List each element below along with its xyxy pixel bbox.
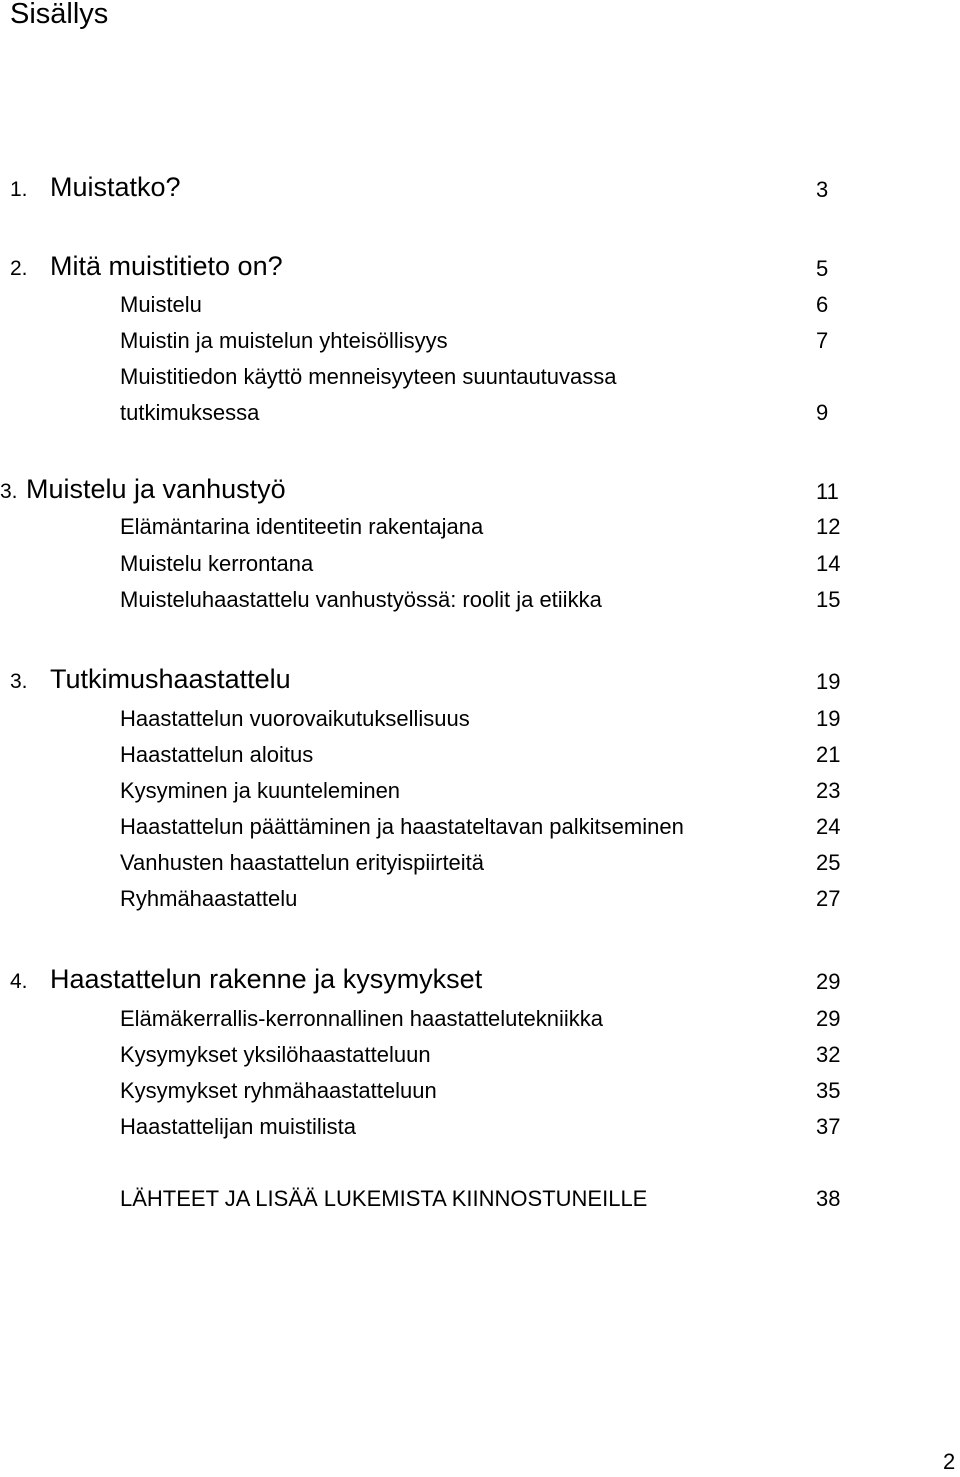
chapter-number: 3.	[0, 480, 18, 503]
section-title[interactable]: Muisteluhaastattelu vanhustyössä: roolit ja etiikka	[120, 587, 602, 612]
section-title-line1[interactable]: Muistitiedon käyttö menneisyyteen suuntautuvassa	[120, 364, 617, 389]
references-title[interactable]: LÄHTEET JA LISÄÄ LUKEMISTA KIINNOSTUNEILLE	[120, 1186, 648, 1211]
chapter-title[interactable]: Muistatko?	[50, 172, 181, 202]
section-page: 19	[816, 706, 841, 731]
chapter-number: 1.	[10, 178, 28, 201]
chapter-page: 11	[816, 479, 839, 504]
chapter-title[interactable]: Mitä muistitieto on?	[50, 251, 283, 281]
section-page: 32	[816, 1042, 841, 1067]
page-number: 2	[943, 1449, 956, 1474]
section-title[interactable]: Muistin ja muistelun yhteisöllisyys	[120, 328, 448, 353]
chapter-title[interactable]: Muistelu ja vanhustyö	[26, 474, 286, 504]
chapter-title[interactable]: Tutkimushaastattelu	[50, 664, 291, 694]
chapter-number: 4.	[10, 970, 28, 993]
section-page: 35	[816, 1078, 841, 1103]
section-page: 37	[816, 1114, 841, 1139]
section-page: 7	[816, 328, 829, 353]
section-title[interactable]: Ryhmähaastattelu	[120, 886, 298, 911]
section-page: 14	[816, 551, 841, 576]
section-title[interactable]: Vanhusten haastattelun erityispiirteitä	[120, 850, 485, 875]
section-page: 24	[816, 814, 841, 839]
section-page: 21	[816, 742, 841, 767]
section-title[interactable]: Elämäkerrallis-kerronnallinen haastattelutekniikka	[120, 1006, 604, 1031]
section-page: 12	[816, 514, 841, 539]
section-page: 25	[816, 850, 841, 875]
section-page: 15	[816, 587, 841, 612]
section-title[interactable]: Muistelu kerrontana	[120, 551, 314, 576]
section-title[interactable]: Elämäntarina identiteetin rakentajana	[120, 514, 484, 539]
section-title[interactable]: Kysymykset yksilöhaastatteluun	[120, 1042, 431, 1067]
section-title[interactable]: Muistelu	[120, 292, 202, 317]
section-page: 9	[816, 400, 829, 425]
section-title[interactable]: Haastattelun päättäminen ja haastateltavan palkitseminen	[120, 814, 684, 839]
chapter-number: 3.	[10, 670, 28, 693]
chapter-page: 29	[816, 969, 841, 994]
section-page: 29	[816, 1006, 841, 1031]
chapter-title[interactable]: Haastattelun rakenne ja kysymykset	[50, 964, 483, 994]
section-title[interactable]: Haastattelijan muistilista	[120, 1114, 356, 1139]
section-title[interactable]: Haastattelun aloitus	[120, 742, 314, 767]
section-title[interactable]: Kysymykset ryhmähaastatteluun	[120, 1078, 437, 1103]
section-title[interactable]: Kysyminen ja kuunteleminen	[120, 778, 401, 803]
section-title[interactable]: Haastattelun vuorovaikutuksellisuus	[120, 706, 470, 731]
section-title-line2[interactable]: tutkimuksessa	[120, 400, 260, 425]
chapter-page: 3	[816, 177, 829, 202]
references-page: 38	[816, 1186, 841, 1211]
section-page: 6	[816, 292, 829, 317]
chapter-number: 2.	[10, 257, 28, 280]
section-page: 27	[816, 886, 841, 911]
chapter-page: 5	[816, 256, 829, 281]
chapter-page: 19	[816, 669, 841, 694]
section-page: 23	[816, 778, 841, 803]
page-title: Sisällys	[10, 0, 109, 30]
